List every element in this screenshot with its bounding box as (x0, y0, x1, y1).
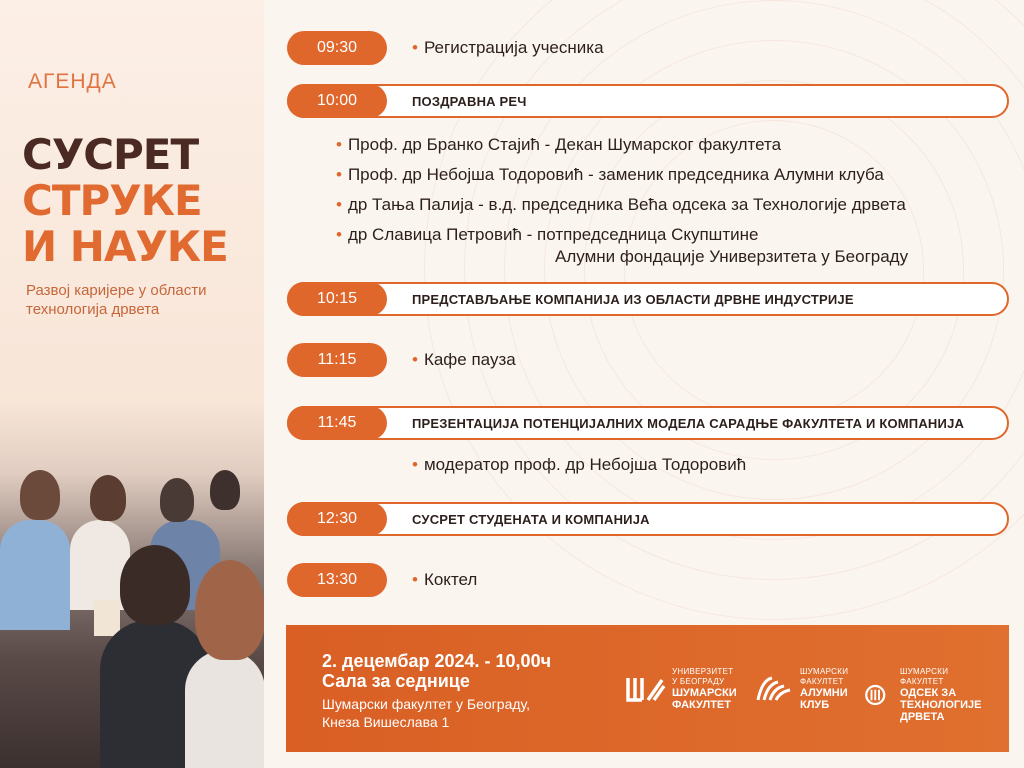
alumni-club-logo-icon (754, 674, 794, 704)
speaker-item: • Проф. др Бранко Стајић - Декан Шумарског факултета (336, 135, 782, 154)
agenda-item: • Коктел (412, 570, 478, 589)
time-pill: 11:45 (287, 406, 387, 440)
forestry-faculty-logo-icon (626, 674, 666, 704)
wood-technology-logo-icon (864, 680, 894, 710)
logo-text: УНИВЕРЗИТЕТ У БЕОГРАДУ ШУМАРСКИ ФАКУЛТЕТ (672, 667, 737, 711)
session-title: ПРЕДСТАВЉАЊЕ КОМПАНИЈА ИЗ ОБЛАСТИ ДРВНЕ ИНДУСТРИЈЕ (412, 292, 854, 307)
logo-text: ШУМАРСКИ ФАКУЛТЕТ ОДСЕК ЗА ТЕХНОЛОГИЈЕ ДРВЕТА (900, 667, 982, 723)
session-title: ПРЕЗЕНТАЦИЈА ПОТЕНЦИЈАЛНИХ МОДЕЛА САРАДЊЕ ФАКУЛТЕТА И КОМПАНИЈА (412, 416, 965, 431)
agenda-item: • Регистрација учесника (412, 38, 604, 57)
session-bar (287, 84, 1009, 118)
speaker-item: • др Славица Петровић - потпредседница Скупштине (336, 225, 759, 244)
forestry-faculty-logo (626, 667, 737, 711)
event-address-line1: Шумарски факултет у Београду, (322, 696, 531, 712)
moderator-item: • модератор проф. др Небојша Тодоровић (412, 455, 747, 474)
time-pill: 10:00 (287, 84, 387, 118)
speaker-item: • др Тања Палија - в.д. председника Већа одсека за Технологије дрвета (336, 195, 906, 214)
speaker-item: • Проф. др Небојша Тодоровић - заменик председника Алумни клуба (336, 165, 884, 184)
bullet-icon: • (336, 165, 342, 184)
speaker-item-continuation: Алумни фондације Универзитета у Београду (555, 247, 909, 266)
bullet-icon: • (336, 195, 342, 214)
alumni-club-logo (754, 667, 848, 711)
title-line-2: СТРУКЕ (22, 176, 202, 225)
event-footer (286, 625, 1009, 752)
time-pill: 12:30 (287, 502, 387, 536)
time-pill: 09:30 (287, 31, 387, 65)
event-room: Сала за седнице (322, 671, 470, 691)
bullet-icon: • (412, 570, 418, 589)
photo-name-card (94, 600, 120, 636)
session-title: СУСРЕТ СТУДЕНАТА И КОМПАНИЈА (412, 512, 650, 527)
event-date: 2. децембар 2024. - 10,00ч (322, 651, 552, 671)
bullet-icon: • (412, 350, 418, 369)
session-title: ПОЗДРАВНА РЕЧ (412, 94, 527, 109)
left-panel (0, 0, 264, 768)
photo-person (160, 478, 194, 522)
title-line-3: И НАУКЕ (22, 222, 228, 271)
agenda-item: • Кафе пауза (412, 350, 516, 369)
agenda-label: АГЕНДА (28, 70, 117, 93)
photo-person (20, 470, 60, 520)
photo-person (210, 470, 240, 510)
event-address-line2: Кнеза Вишеслава 1 (322, 714, 450, 730)
subtitle: Развој каријере у области технологија дрвета (26, 282, 207, 318)
photo-person (90, 475, 126, 521)
time-pill: 13:30 (287, 563, 387, 597)
time-pill: 10:15 (287, 282, 387, 316)
photo-person (0, 520, 70, 630)
title-line-1: СУСРЕТ (22, 130, 199, 179)
photo-person (195, 560, 264, 660)
bullet-icon: • (336, 135, 342, 154)
photo-person (185, 650, 264, 768)
bullet-icon: • (412, 38, 418, 57)
bullet-icon: • (336, 225, 342, 244)
bullet-icon: • (412, 455, 418, 474)
wood-technology-department-logo (864, 667, 982, 723)
time-pill: 11:15 (287, 343, 387, 377)
logo-text: ШУМАРСКИ ФАКУЛТЕТ АЛУМНИ КЛУБ (800, 667, 849, 711)
photo-person (120, 545, 190, 625)
